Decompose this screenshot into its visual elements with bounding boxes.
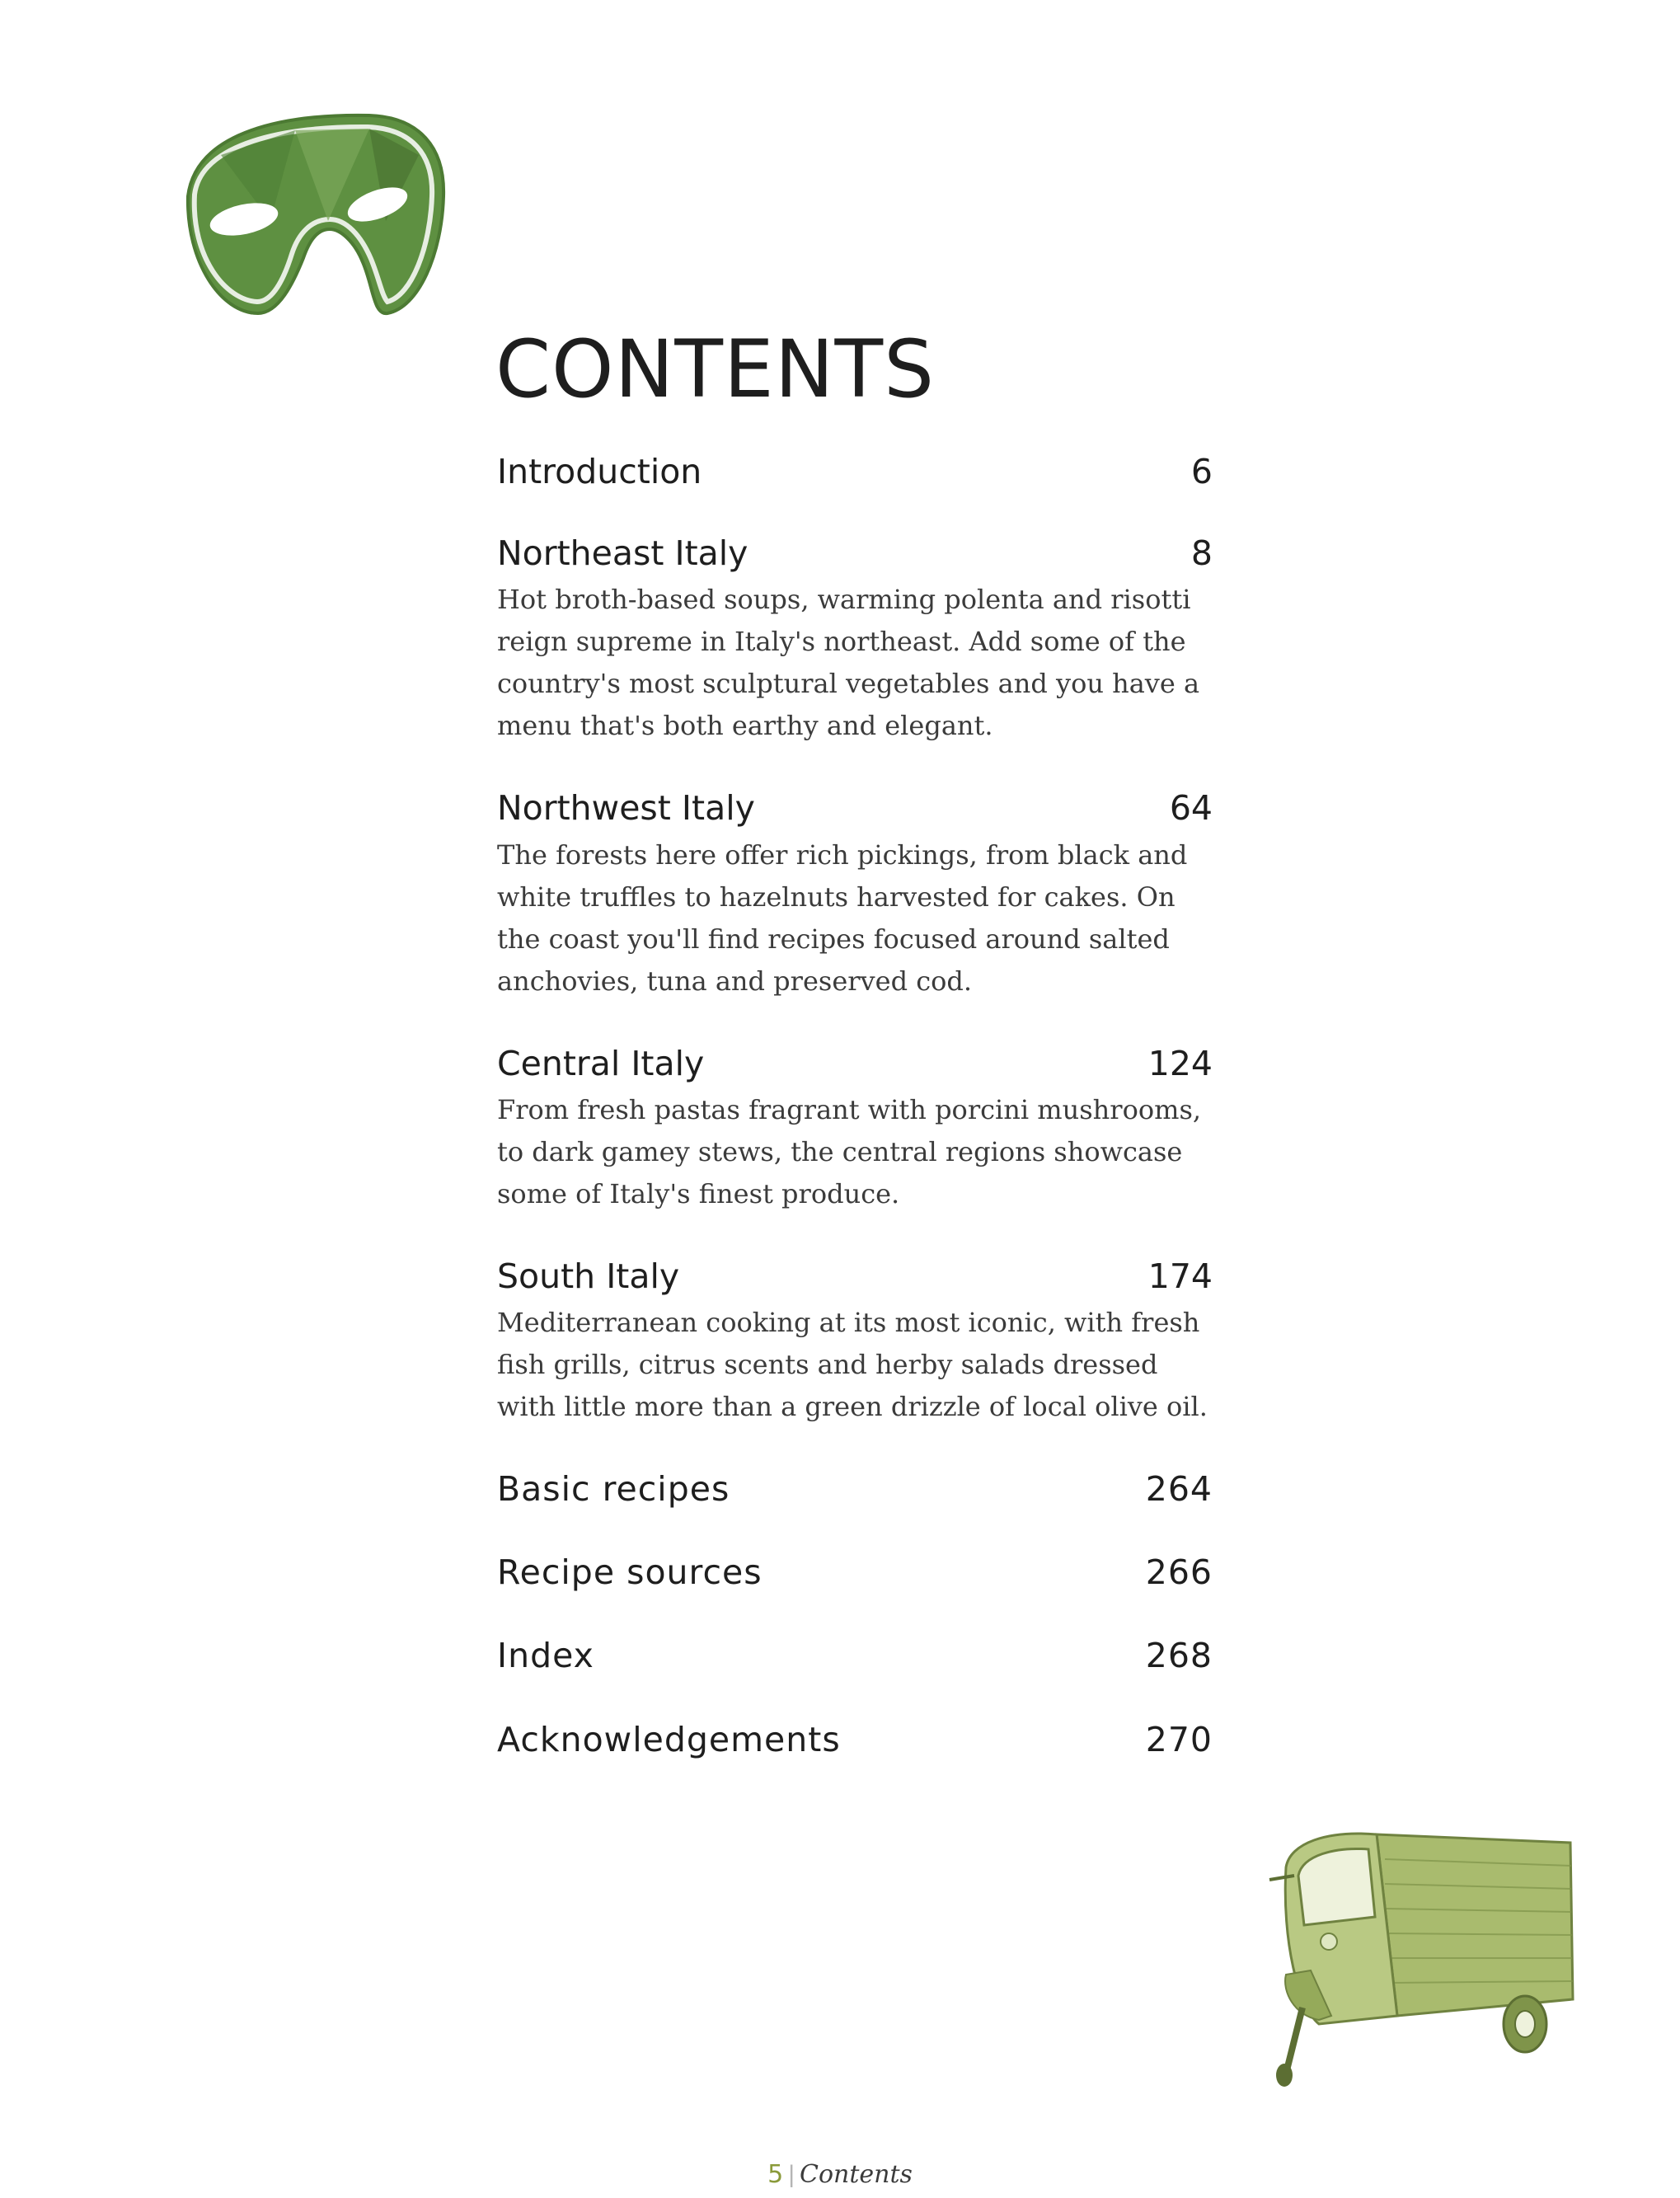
entry-description: From fresh pastas fragrant with porcini mushrooms, to dark gamey stews, the central regions showcase some of Italy's finest produce. bbox=[497, 1093, 1202, 1209]
entry-page: 270 bbox=[1145, 1719, 1213, 1759]
toc-entry-introduction bbox=[497, 452, 1213, 492]
toc-entry-index bbox=[497, 1636, 1213, 1676]
entry-title: Northeast Italy bbox=[497, 533, 748, 574]
entry-page: 264 bbox=[1145, 1468, 1213, 1509]
toc-entry-northwest-italy bbox=[497, 788, 1213, 1002]
entry-title: Acknowledgements bbox=[497, 1719, 841, 1759]
page-footer bbox=[0, 2160, 1680, 2189]
entry-description: The forests here offer rich pickings, from black and white truffles to hazelnuts harvested for cakes. On the coast you'll find recipes focused around salted anchovies, tuna and preserved cod. bbox=[497, 838, 1188, 997]
entry-page: 174 bbox=[1147, 1256, 1213, 1296]
entry-page: 64 bbox=[1169, 788, 1213, 829]
footer-separator: | bbox=[788, 2161, 795, 2188]
mask-illustration bbox=[171, 97, 452, 324]
toc-entry-central-italy bbox=[497, 1044, 1213, 1215]
entry-description: Mediterranean cooking at its most iconic, with fresh fish grills, citrus scents and herby salads dressed with little more than a green drizzle of local olive oil. bbox=[497, 1306, 1208, 1422]
entry-title: Introduction bbox=[497, 452, 702, 491]
entry-title: Index bbox=[497, 1636, 594, 1676]
entry-title: Recipe sources bbox=[497, 1552, 763, 1593]
toc-entry-basic-recipes bbox=[497, 1469, 1213, 1510]
toc-entry-acknowledgements bbox=[497, 1720, 1213, 1760]
entry-title: South Italy bbox=[497, 1256, 680, 1296]
table-of-contents bbox=[495, 323, 1222, 1760]
entry-page: 268 bbox=[1145, 1636, 1213, 1676]
entry-page: 6 bbox=[1190, 452, 1213, 491]
footer-page-number: 5 bbox=[767, 2160, 784, 2189]
entry-title: Central Italy bbox=[497, 1043, 705, 1083]
entry-page: 266 bbox=[1145, 1552, 1213, 1593]
entry-page: 124 bbox=[1147, 1043, 1213, 1083]
toc-entry-south-italy bbox=[497, 1256, 1213, 1428]
entry-description: Hot broth-based soups, warming polenta and risotti reign supreme in Italy's northeast. Add some of the country's most sculptural vegetables and you have a menu that's both earthy and elegant. bbox=[497, 584, 1200, 742]
entry-title: Northwest Italy bbox=[497, 788, 755, 829]
truck-illustration bbox=[1253, 1818, 1583, 2090]
entry-title: Basic recipes bbox=[497, 1468, 730, 1509]
toc-entry-northeast-italy bbox=[497, 533, 1213, 747]
footer-section-name: Contents bbox=[799, 2160, 913, 2189]
toc-entry-recipe-sources bbox=[497, 1552, 1213, 1593]
page-title: CONTENTS bbox=[495, 323, 936, 416]
entry-page: 8 bbox=[1190, 533, 1213, 574]
